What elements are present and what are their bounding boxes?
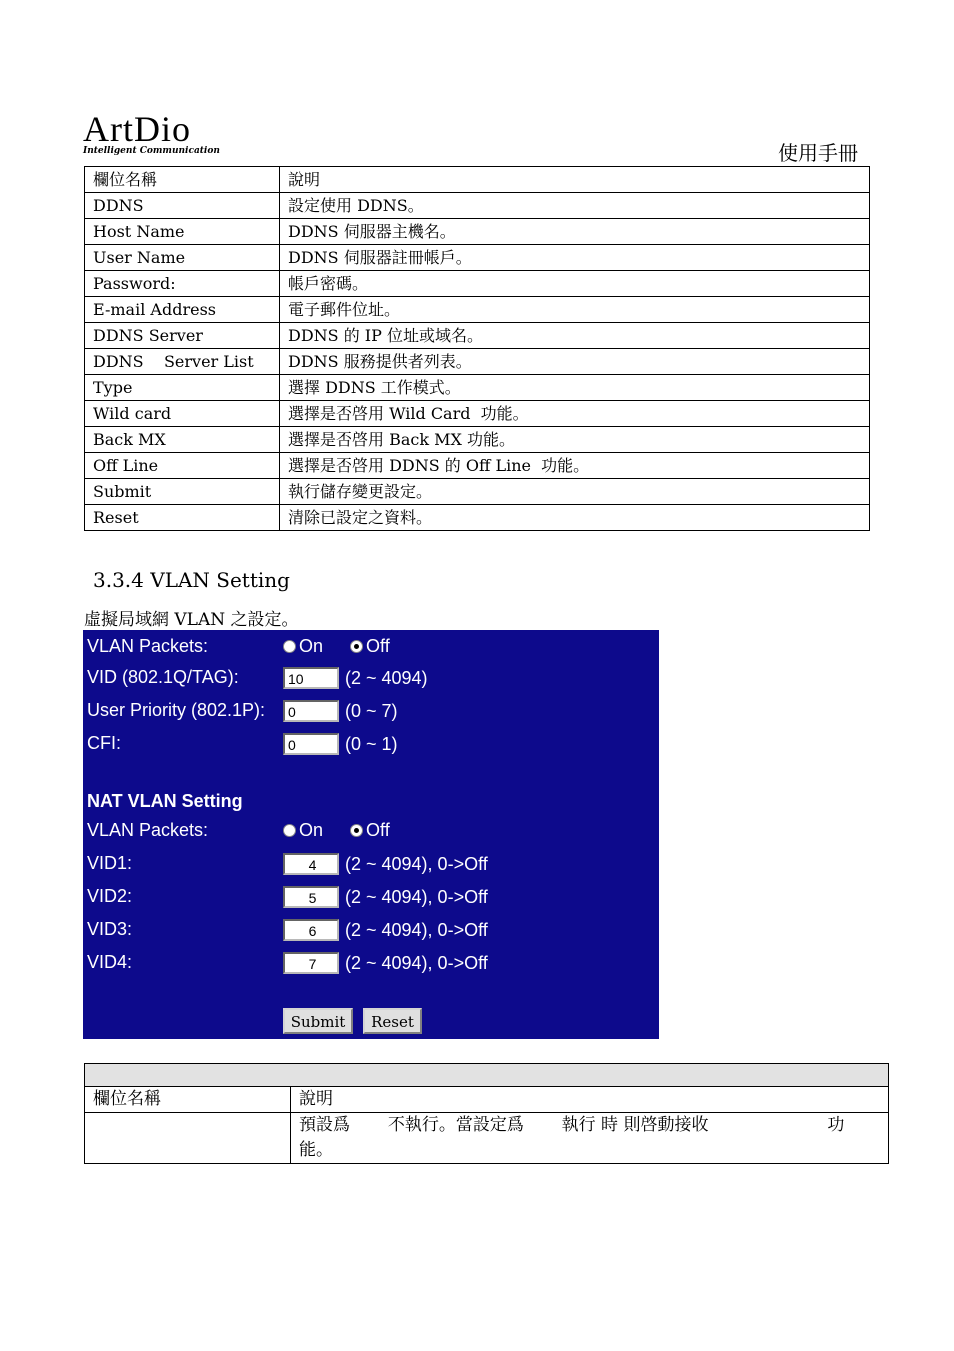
vid3-label: VID3: <box>87 919 133 939</box>
description-cell: 選擇是否啓用 DDNS 的 Off Line 功能。 <box>280 453 870 479</box>
description-cell: DDNS 伺服器註冊帳戶。 <box>280 245 870 271</box>
table-header-row <box>85 167 870 193</box>
vlan-field-table <box>84 1063 889 1164</box>
vid2-control <box>283 882 488 911</box>
artdio-logo <box>83 110 220 156</box>
description-line-2: 能。 <box>299 1140 333 1160</box>
vid2-input[interactable]: 5 <box>283 886 339 908</box>
ddns-field-table <box>84 166 870 531</box>
table-row <box>85 193 870 219</box>
vlan-packets-label: VLAN Packets: <box>87 636 209 656</box>
field-name-cell: E-mail Address <box>85 297 280 323</box>
nat-vlan-heading: NAT VLAN Setting <box>87 791 243 811</box>
field-name-cell: Back MX <box>85 427 280 453</box>
field-name-cell: Host Name <box>85 219 280 245</box>
table-row <box>85 323 870 349</box>
header-description: 說明 <box>291 1087 889 1113</box>
field-name-cell: Off Line <box>85 453 280 479</box>
nat-packets-off-option[interactable] <box>350 816 390 844</box>
vlan-packets-radio-group <box>283 632 412 660</box>
reset-button[interactable]: Reset <box>363 1008 422 1034</box>
radio-off-label: Off <box>366 636 390 656</box>
table-row <box>85 1113 889 1164</box>
radio-on-label: On <box>299 820 324 840</box>
priority-label: User Priority (802.1P): <box>87 700 266 720</box>
description-cell: 電子郵件位址。 <box>280 297 870 323</box>
vlan-packets-on-option[interactable] <box>283 632 323 660</box>
description-cell: 執行儲存變更設定。 <box>280 479 870 505</box>
vid1-input[interactable]: 4 <box>283 853 339 875</box>
table-title-cell <box>85 1064 889 1087</box>
description-cell: DDNS 服務提供者列表。 <box>280 349 870 375</box>
description-cell: 選擇 DDNS 工作模式。 <box>280 375 870 401</box>
table-row <box>85 401 870 427</box>
logo-wordmark: ArtDio <box>83 109 191 149</box>
description-cell: DDNS 伺服器主機名。 <box>280 219 870 245</box>
header-field-name: 欄位名稱 <box>85 167 280 193</box>
field-name-cell: DDNS <box>85 193 280 219</box>
field-name-cell: DDNS Server List <box>85 349 280 375</box>
cfi-control <box>283 729 398 758</box>
table-header-row <box>85 1087 889 1113</box>
radio-off-icon[interactable] <box>350 640 363 653</box>
nat-packets-label: VLAN Packets: <box>87 820 209 840</box>
radio-on-icon[interactable] <box>283 640 296 653</box>
vid-label: VID (802.1Q/TAG): <box>87 667 239 687</box>
description-cell: 選擇是否啓用 Back MX 功能。 <box>280 427 870 453</box>
description-cell: 選擇是否啓用 Wild Card 功能。 <box>280 401 870 427</box>
cfi-label: CFI: <box>87 733 121 753</box>
table-row <box>85 453 870 479</box>
table-row <box>85 505 870 531</box>
vlan-packets-off-option[interactable] <box>350 632 390 660</box>
radio-off-label: Off <box>366 820 390 840</box>
priority-range: (0 ~ 7) <box>345 701 398 722</box>
field-name-cell: Type <box>85 375 280 401</box>
section-description: 虛擬局域網 VLAN 之設定。 <box>84 610 299 630</box>
nat-packets-radio-group <box>283 816 412 844</box>
nat-packets-on-option[interactable] <box>283 816 323 844</box>
table-row <box>85 271 870 297</box>
submit-button[interactable]: Submit <box>283 1008 353 1034</box>
description-cell: 設定使用 DDNS。 <box>280 193 870 219</box>
header-description: 說明 <box>280 167 870 193</box>
vid4-control <box>283 948 488 977</box>
table-row <box>85 349 870 375</box>
vid1-range: (2 ~ 4094), 0->Off <box>345 854 488 875</box>
table-row <box>85 375 870 401</box>
table-row <box>85 479 870 505</box>
vid2-range: (2 ~ 4094), 0->Off <box>345 887 488 908</box>
vid1-control <box>283 849 488 878</box>
vid3-range: (2 ~ 4094), 0->Off <box>345 920 488 941</box>
vid1-label: VID1: <box>87 853 133 873</box>
radio-on-label: On <box>299 636 324 656</box>
vid-control <box>283 663 428 692</box>
vid4-range: (2 ~ 4094), 0->Off <box>345 953 488 974</box>
table-row <box>85 245 870 271</box>
field-name-cell: Reset <box>85 505 280 531</box>
table-row <box>85 297 870 323</box>
priority-control <box>283 696 398 725</box>
field-name-cell: Password: <box>85 271 280 297</box>
table-row <box>85 427 870 453</box>
logo-tagline: Intelligent Communication <box>83 146 220 156</box>
table-title-row <box>85 1064 889 1087</box>
cfi-input[interactable]: 0 <box>283 733 339 755</box>
field-name-cell <box>85 1113 291 1164</box>
vid2-label: VID2: <box>87 886 133 906</box>
vid3-input[interactable]: 6 <box>283 919 339 941</box>
manual-title: 使用手冊 <box>776 137 870 167</box>
description-cell: 清除已設定之資料。 <box>280 505 870 531</box>
vid-range: (2 ~ 4094) <box>345 668 428 689</box>
field-name-cell: Submit <box>85 479 280 505</box>
vid-input[interactable]: 10 <box>283 667 339 689</box>
field-name-cell: User Name <box>85 245 280 271</box>
header-field-name: 欄位名稱 <box>85 1087 291 1113</box>
description-cell <box>291 1113 889 1164</box>
vid3-control <box>283 915 488 944</box>
field-name-cell: Wild card <box>85 401 280 427</box>
description-cell: 帳戶密碼。 <box>280 271 870 297</box>
table-row <box>85 219 870 245</box>
radio-on-icon[interactable] <box>283 824 296 837</box>
radio-off-icon[interactable] <box>350 824 363 837</box>
description-line-1: 預設爲 不執行。當設定爲 執行 時 則啓動接收 功 <box>299 1115 845 1135</box>
cfi-range: (0 ~ 1) <box>345 734 398 755</box>
vid4-input[interactable]: 7 <box>283 952 339 974</box>
priority-input[interactable]: 0 <box>283 700 339 722</box>
description-cell: DDNS 的 IP 位址或域名。 <box>280 323 870 349</box>
field-name-cell: DDNS Server <box>85 323 280 349</box>
section-heading: 3.3.4 VLAN Setting <box>93 568 290 592</box>
vid4-label: VID4: <box>87 952 133 972</box>
